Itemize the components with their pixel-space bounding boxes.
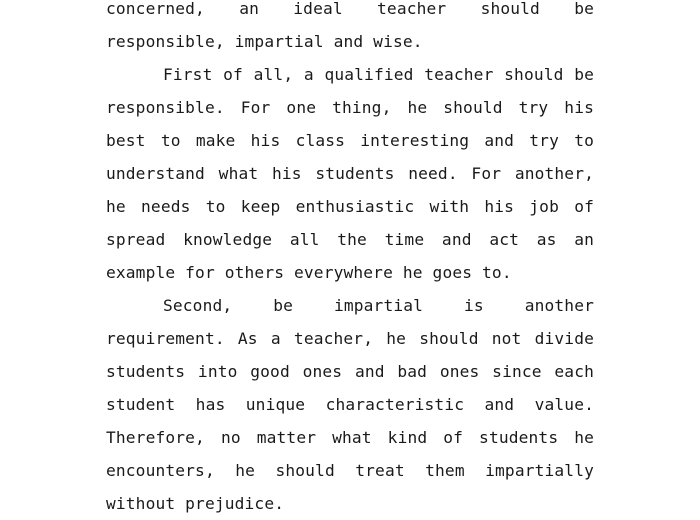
paragraph-intro-conclusion: concerned, an ideal teacher should be responsible, impartial and wise. <box>106 0 594 51</box>
paragraph-impartial: Second, be impartial is another requirement. As a teacher, he should not divide students into good ones and bad ones since each student has unique characteristic and value. Therefore, no matter what kind of students he encounters, he should treat them impartially without prejudice. <box>106 296 594 513</box>
paragraph-responsible: First of all, a qualified teacher should be responsible. For one thing, he should try his best to make his class interesting and try to understand what his students need. For another, he needs to keep enthusiastic with his job of spread knowledge all the time and act as an example for others everywhere he goes to. <box>106 65 594 282</box>
